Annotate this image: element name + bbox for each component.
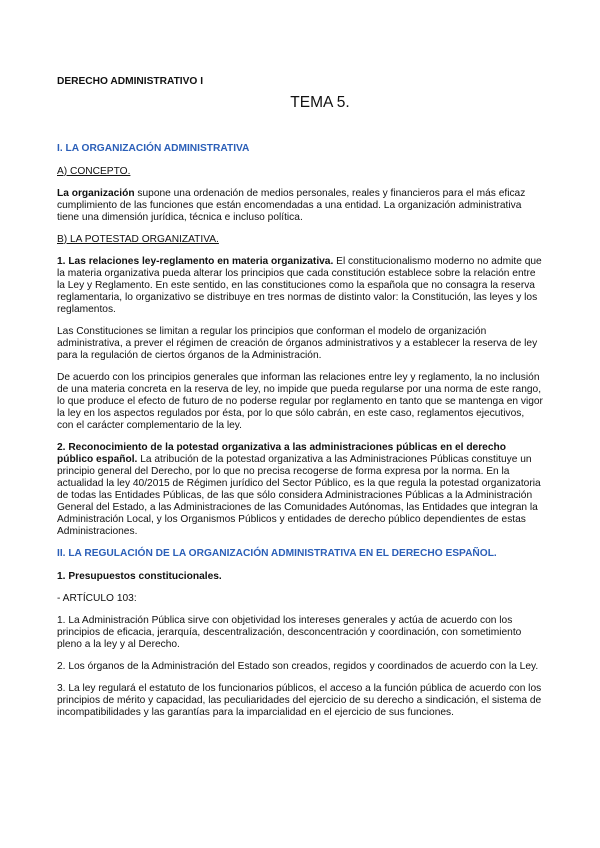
article-item-1: 1. La Administración Pública sirve con objetividad los intereses generales y actúa de acuerdo con los principios de eficacia, jerarquía, descentralización, desconcentración y coordinación, con sometimiento pleno a la ley y al Derecho.	[57, 615, 522, 650]
relaciones-lead: 1. Las relaciones ley-reglamento en materia organizativa.	[57, 256, 334, 267]
presupuestos-heading: 1. Presupuestos constitucionales.	[57, 571, 222, 582]
subsection-a-heading: A) CONCEPTO.	[57, 166, 131, 177]
concepto-text: supone una ordenación de medios personales, reales y financieros para el más eficaz cumplimiento de las funciones que están encomendadas a una entidad. La organización administrativa tiene una dimensión jurídica, técnica e incluso política.	[57, 188, 526, 223]
articulo-label: - ARTÍCULO 103:	[57, 593, 137, 604]
course-title: DERECHO ADMINISTRATIVO I	[57, 76, 204, 87]
principios-paragraph: De acuerdo con los principios generales que informan las relaciones entre ley y reglamento, la no inclusión de una materia concreta en la reserva de ley, no impide que pueda regularse por una norma de este rango, lo que produce el efecto de futuro de no poderse regular por reglamento en tanto que se mantenga en vigor la ley en los aspectos regulados por ésta, por lo que sólo cabrán, en este caso, reglamentos ejecutivos, con el carácter complementario de la ley.	[57, 372, 543, 431]
article-item-3: 3. La ley regulará el estatuto de los funcionarios públicos, el acceso a la función pública de acuerdo con los principios de mérito y capacidad, las peculiaridades del ejercicio de su derecho a sindicación, el sistema de incompatibilidades y las garantías para la imparcialidad en el ejercicio de sus funciones.	[57, 683, 542, 718]
section-2-heading: II. LA REGULACIÓN DE LA ORGANIZACIÓN ADMINISTRATIVA EN EL DERECHO ESPAÑOL.	[57, 548, 497, 559]
constituciones-paragraph: Las Constituciones se limitan a regular los principios que conforman el modelo de organización administrativa, a prever el régimen de creación de órganos administrativos y a establecer la reserva de ley para la regulación de ciertos órganos de la Administración.	[57, 326, 538, 361]
reconocimiento-lead: 2. Reconocimiento de la potestad organizativa a las administraciones públicas en el derecho público español.	[57, 442, 506, 465]
article-item-2: 2. Los órganos de la Administración del Estado son creados, regidos y coordinados de acuerdo con la Ley.	[57, 661, 539, 672]
concepto-lead: La organización	[57, 188, 135, 199]
document-page	[57, 76, 543, 719]
reconocimiento-text: La atribución de la potestad organizativa a las Administraciones Públicas constituye un principio general del Derecho, por lo que no precisa recogerse de forma expresa por la norma. En la actualidad la ley 40/2015 de Régimen jurídico del Sector Público, es la que regula la potestad organizatoria de todas las Entidades Públicas, de las que sólo considera Administraciones Públicas a la Administración General del Estado, a las Administraciones de las Comunidades Autónomas, las Entidades que integran la Administración Local, y los Organismos Públicos y entidades de derecho público dependientes de estas Administraciones.	[57, 454, 541, 537]
concepto-paragraph	[57, 188, 543, 224]
subsection-b-heading: B) LA POTESTAD ORGANIZATIVA.	[57, 234, 219, 245]
section-1-heading: I. LA ORGANIZACIÓN ADMINISTRATIVA	[57, 143, 250, 154]
tema-title: TEMA 5.	[290, 94, 350, 111]
relaciones-paragraph	[57, 256, 543, 316]
relaciones-text: El constitucionalismo moderno no admite que la materia organizativa pueda alterar los principios que cada constitución establece sobre la relación entre la Ley y Reglamento. En este sentido, en las constituciones como la española que no consagra la reserva reglamentaria, lo organizativo se distribuye en tres normas de distinto valor: la Constitución, las leyes y los reglamentos.	[57, 256, 542, 315]
reconocimiento-paragraph	[57, 442, 543, 538]
